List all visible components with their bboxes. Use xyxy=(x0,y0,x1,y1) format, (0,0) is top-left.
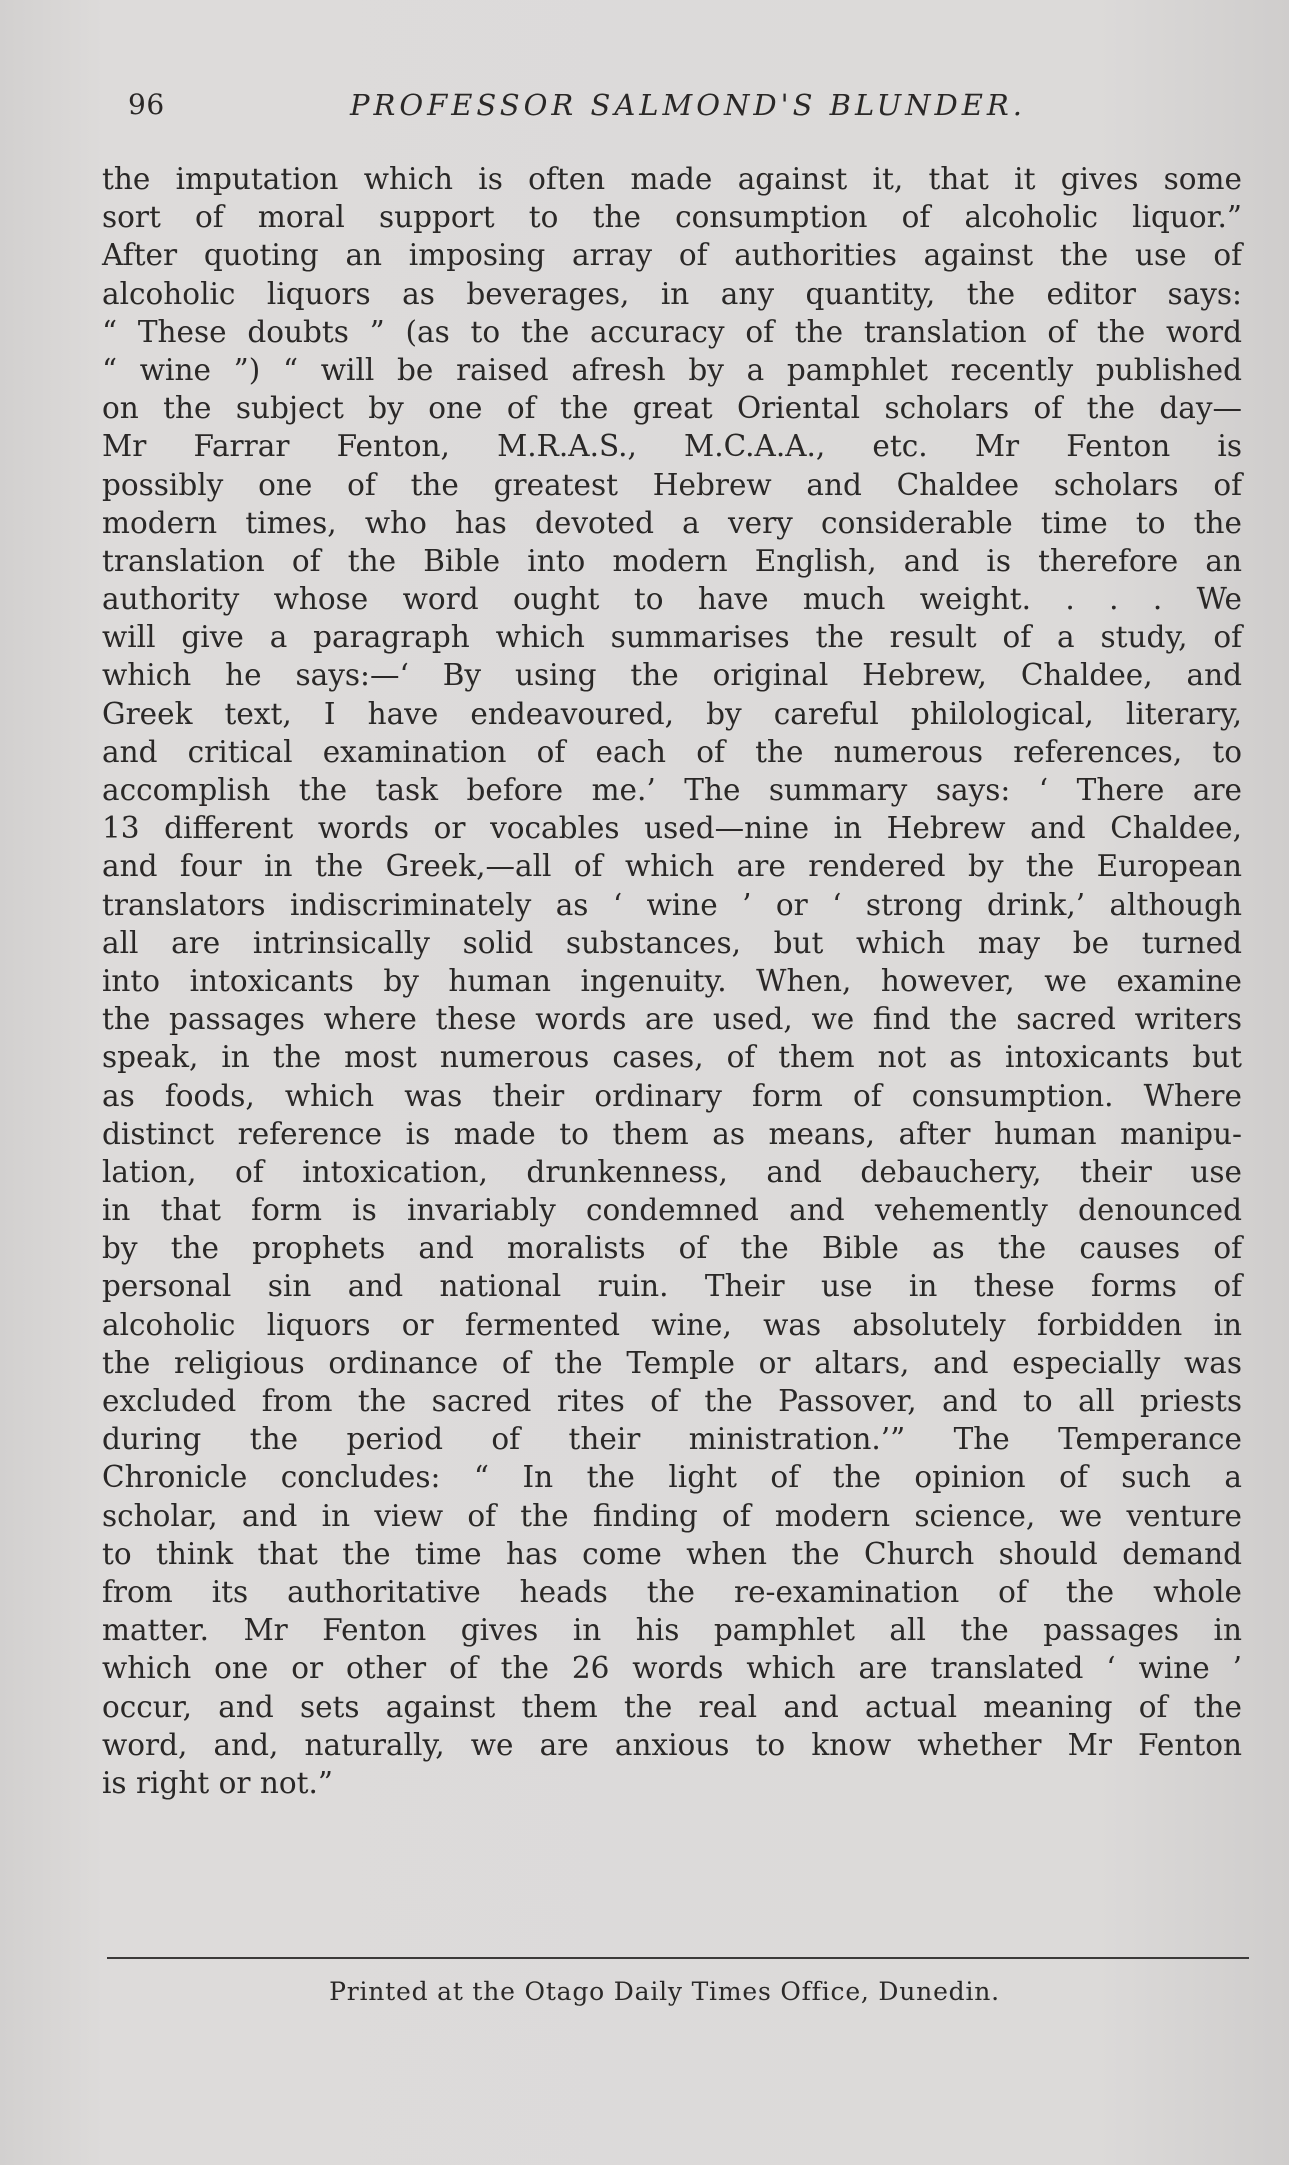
text-line: authority whose word ought to have much weight. . . . We xyxy=(102,582,1242,617)
text-line: will give a paragraph which summarises the result of a study, of xyxy=(102,620,1242,655)
text-line: distinct reference is made to them as means, after human manipu- xyxy=(102,1116,1242,1151)
text-line: “ These doubts ” (as to the accuracy of the translation of the word xyxy=(102,314,1242,349)
text-line: personal sin and national ruin. Their use in these forms of xyxy=(102,1269,1242,1304)
text-line: accomplish the task before me.’ The summary says: ‘ There are xyxy=(102,773,1242,807)
text-line: during the period of their ministration.’” The Temperance xyxy=(102,1422,1242,1457)
text-line: possibly one of the greatest Hebrew and Chaldee scholars of xyxy=(102,467,1242,502)
text-line: to think that the time has come when the Church should demand xyxy=(102,1536,1242,1571)
text-line: lation, of intoxication, drunkenness, and debauchery, their use xyxy=(102,1154,1242,1189)
text-line: word, and, naturally, we are anxious to know whether Mr Fenton xyxy=(102,1727,1242,1762)
running-title: PROFESSOR SALMOND'S BLUNDER. xyxy=(350,88,1026,122)
text-line: in that form is invariably condemned and vehemently denounced xyxy=(102,1193,1242,1228)
footer-rule xyxy=(107,1957,1249,1959)
text-line: matter. Mr Fenton gives in his pamphlet all the passages in xyxy=(102,1613,1242,1648)
text-line: scholar, and in view of the finding of modern science, we venture xyxy=(102,1498,1242,1533)
text-line: Mr Farrar Fenton, M.R.A.S., M.C.A.A., etc. Mr Fenton is xyxy=(102,429,1242,464)
text-line: the imputation which is often made against it, that it gives some xyxy=(102,162,1242,196)
page-number: 96 xyxy=(128,88,165,121)
text-line: 13 different words or vocables used—nine in Hebrew and Chaldee, xyxy=(102,811,1242,846)
text-line: and four in the Greek,—all of which are rendered by the European xyxy=(102,849,1242,884)
text-line: alcoholic liquors or fermented wine, was absolutely forbidden in xyxy=(102,1307,1242,1342)
text-line: on the subject by one of the great Oriental scholars of the day— xyxy=(102,391,1242,426)
text-line: Greek text, I have endeavoured, by careful philological, literary, xyxy=(102,696,1242,731)
text-line: translators indiscriminately as ‘ wine ’ or ‘ strong drink,’ although xyxy=(102,887,1242,922)
text-line: which he says:—‘ By using the original Hebrew, Chaldee, and xyxy=(102,658,1242,693)
text-line: “ wine ”) “ will be raised afresh by a pamphlet recently published xyxy=(102,352,1242,387)
text-line: all are intrinsically solid substances, but which may be turned xyxy=(102,925,1242,960)
text-line: sort of moral support to the consumption of alcoholic liquor.” xyxy=(102,200,1242,235)
page-header xyxy=(128,88,1128,128)
text-line: is right or not.” xyxy=(102,1765,333,1800)
printer-imprint: Printed at the Otago Daily Times Office, Dunedin. xyxy=(329,1977,1000,2006)
text-line: and critical examination of each of the numerous references, to xyxy=(102,734,1242,769)
text-line: excluded from the sacred rites of the Passover, and to all priests xyxy=(102,1384,1242,1418)
body-text xyxy=(102,160,1242,1802)
text-line: the religious ordinance of the Temple or altars, and especially was xyxy=(102,1345,1242,1380)
text-line: translation of the Bible into modern English, and is therefore an xyxy=(102,543,1242,578)
text-line: from its authoritative heads the re-examination of the whole xyxy=(102,1574,1242,1609)
text-line: occur, and sets against them the real and actual meaning of the xyxy=(102,1689,1242,1724)
text-line: as foods, which was their ordinary form of consumption. Where xyxy=(102,1078,1242,1113)
text-line: After quoting an imposing array of authorities against the use of xyxy=(102,238,1242,273)
text-line: Chronicle concludes: “ In the light of the opinion of such a xyxy=(102,1460,1242,1495)
text-line: the passages where these words are used, we find the sacred writers xyxy=(102,1002,1242,1037)
text-line: which one or other of the 26 words which are translated ‘ wine ’ xyxy=(102,1651,1242,1686)
text-line: alcoholic liquors as beverages, in any quantity, the editor says: xyxy=(102,276,1242,311)
text-line: modern times, who has devoted a very considerable time to the xyxy=(102,505,1242,540)
text-line: by the prophets and moralists of the Bible as the causes of xyxy=(102,1231,1242,1266)
text-line: speak, in the most numerous cases, of them not as intoxicants but xyxy=(102,1040,1242,1075)
text-line: into intoxicants by human ingenuity. When, however, we examine xyxy=(102,963,1242,998)
